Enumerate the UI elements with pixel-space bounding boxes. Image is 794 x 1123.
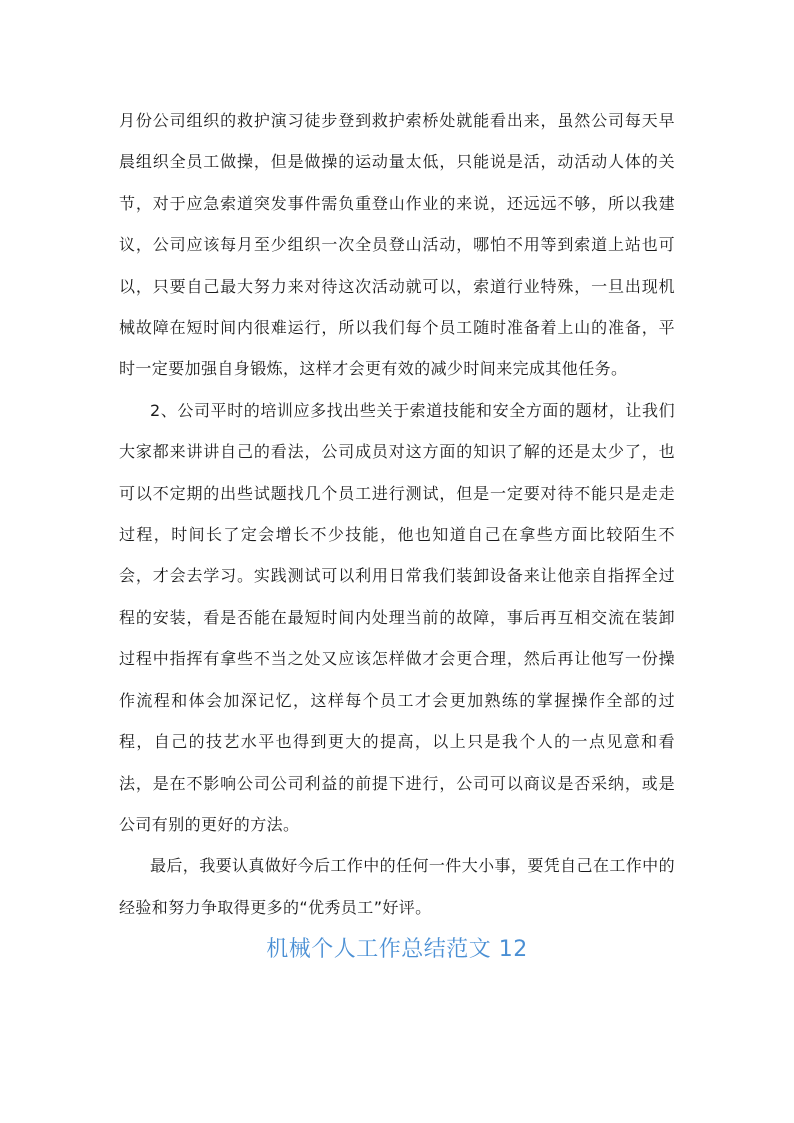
document-page [119, 100, 675, 968]
body-paragraph-3: 最后，我要认真做好今后工作中的任何一件大小事，要凭自己在工作中的经验和努力争取得更多的“优秀员工”好评。 [119, 856, 675, 917]
section-heading: 机械个人工作总结范文 12 [266, 937, 528, 963]
body-paragraph-1: 月份公司组织的救护演习徒步登到救护索桥处就能看出来，虽然公司每天早晨组织全员工做操，但是做操的运动量太低，只能说是活，动活动人体的关节，对于应急索道突发事件需负重登山作业的来说，还远远不够，所以我建议，公司应该每月至少组织一次全员登山活动，哪怕不用等到索道上站也可以，只要自己最大努力来对待这次活动就可以，索道行业特殊，一旦出现机械故障在短时间内很难运行，所以我们每个员工随时准备着上山的准备，平时一定要加强自身锻炼，这样才会更有效的减少时间来完成其他任务。 [119, 111, 675, 379]
body-paragraph-2: 2、公司平时的培训应多找出些关于索道技能和安全方面的题材，让我们大家都来讲讲自己的看法，公司成员对这方面的知识了解的还是太少了，也可以不定期的出些试题找几个员工进行测试，但是一定要对待不能只是走走过程，时间长了定会增长不少技能，他也知道自己在拿些方面比较陌生不会，才会去学习。实践测试可以利用日常我们装卸设备来让他亲自指挥全过程的安装，看是否能在最短时间内处理当前的故障，事后再互相交流在装卸过程中指挥有拿些不当之处又应该怎样做才会更合理，然后再让他写一份操作流程和体会加深记忆，这样每个员工才会更加熟练的掌握操作全部的过程，自己的技艺水平也得到更大的提高，以上只是我个人的一点见意和看法，是在不影响公司公司利益的前提下进行，公司可以商议是否采纳，或是公司有别的更好的方法。 [119, 400, 675, 834]
